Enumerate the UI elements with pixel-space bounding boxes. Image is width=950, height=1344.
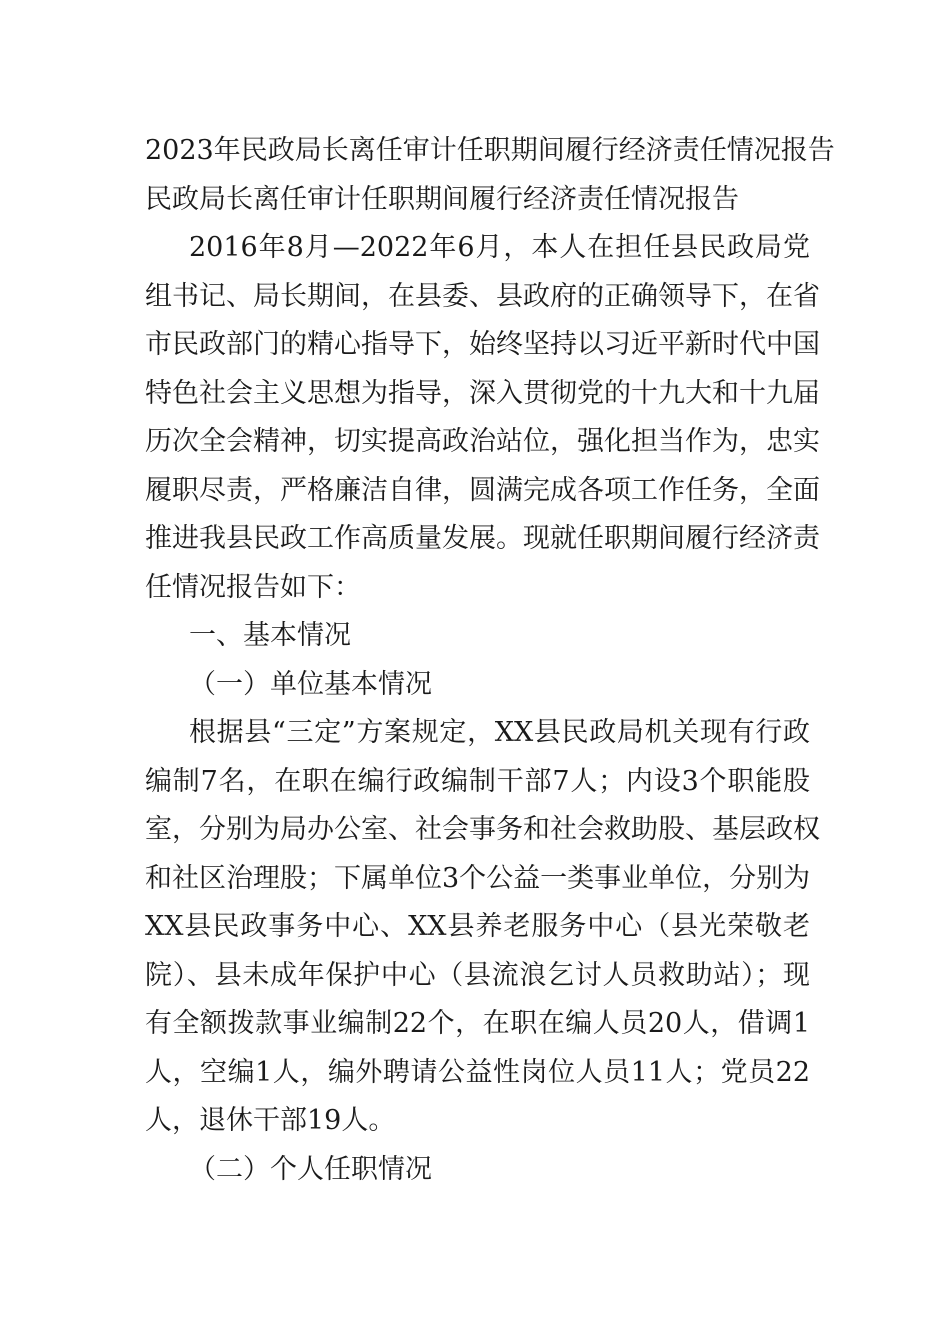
paragraph-line: 根据县“三定”方案规定，XX县民政局机关现有行政 [189,717,810,748]
paragraph-line: 推进我县民政工作高质量发展。现就任职期间履行经济责 [145,523,820,554]
subsection-heading: （一）单位基本情况 [189,668,432,700]
document-subtitle: 民政局长离任审计任职期间履行经济责任情况报告 [145,183,739,215]
document-body [145,127,835,1194]
paragraph-line: 2016年8月—2022年6月，本人在担任县民政局党 [189,232,810,263]
paragraph-line: 特色社会主义思想为指导，深入贯彻党的十九大和十九届 [145,377,820,409]
paragraph-line: 室，分别为局办公室、社会事务和社会救助股、基层政权 [145,814,820,845]
paragraph-line: 人，空编1人，编外聘请公益性岗位人员11人；党员22 [145,1056,810,1088]
paragraph-line: 院）、县未成年保护中心（县流浪乞讨人员救助站）；现 [145,959,810,991]
paragraph-line: 市民政部门的精心指导下，始终坚持以习近平新时代中国 [145,329,820,360]
paragraph-line: 有全额拨款事业编制22个，在职在编人员20人，借调1 [145,1008,810,1039]
paragraph-line: 编制7名，在职在编行政编制干部7人；内设3个职能股 [145,765,810,797]
section-heading: 一、基本情况 [189,620,351,651]
paragraph-line: XX县民政事务中心、XX县养老服务中心（县光荣敬老 [145,911,810,942]
paragraph-line: 组书记、局长期间，在县委、县政府的正确领导下，在省 [145,280,820,312]
paragraph-line: 人，退休干部19人。 [145,1105,396,1136]
paragraph-line: 和社区治理股；下属单位3个公益一类事业单位，分别为 [145,862,811,894]
paragraph-line: 履职尽责，严格廉洁自律，圆满完成各项工作任务，全面 [145,474,820,506]
paragraph-line: 历次全会精神，切实提高政治站位，强化担当作为，忠实 [145,426,820,457]
paragraph-line: 任情况报告如下： [145,571,361,603]
document-title: 2023年民政局长离任审计任职期间履行经济责任情况报告 [145,135,835,166]
subsection-heading: （二）个人任职情况 [189,1153,432,1185]
